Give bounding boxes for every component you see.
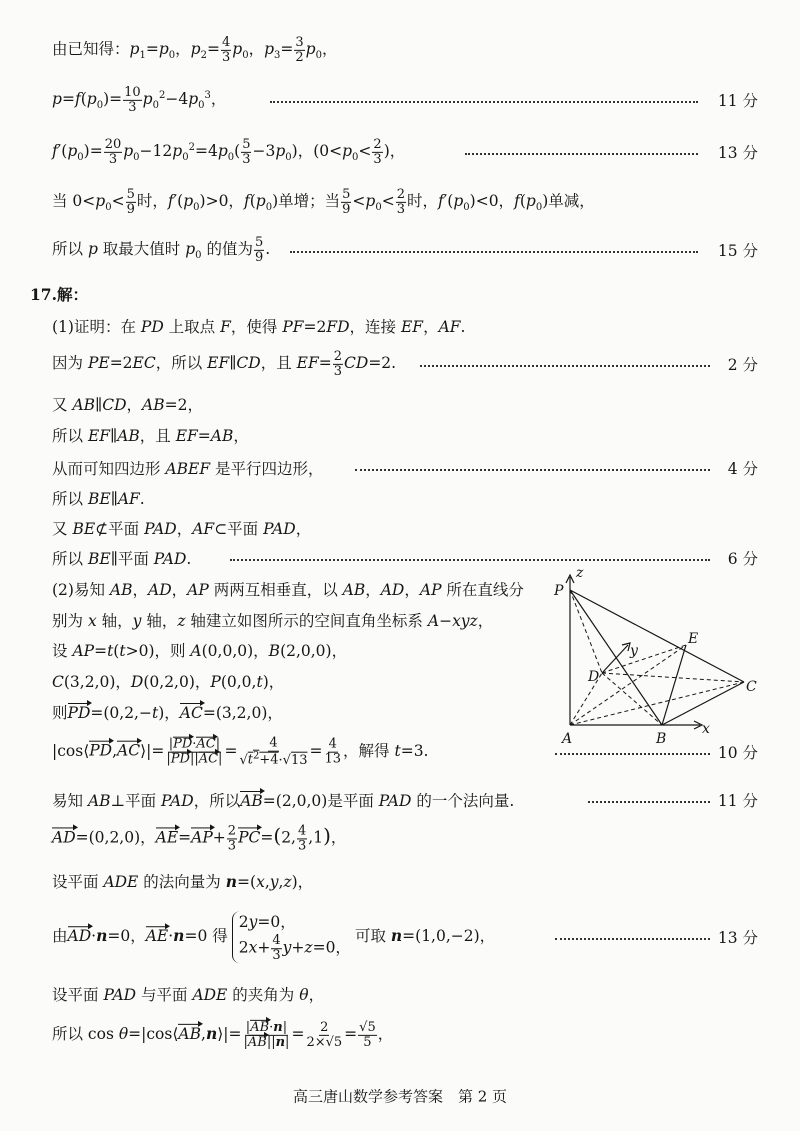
- score-label: 11 分: [717, 792, 758, 810]
- line-text: 当 $0<p_0<$ $\frac{5}{9}$ 时，$f'(p_0)>0$，$f(p_0)$单增；当 $\frac{5}{9}$ $<p_0<$ $\frac{2}{3}$ 时，$f'(p_0)<0$，$f(p_0)$单减，: [52, 186, 595, 217]
- dot-leader: [270, 101, 698, 103]
- line-text: 易知 AB⊥平面 PAD，所以AB=(2,0,0)是平面 PAD 的一个法向量.: [52, 792, 515, 810]
- score-label: 11 分: [717, 92, 758, 110]
- label-B: B: [656, 731, 667, 747]
- line-text: |cos⟨PD,AC⟩|= $\frac{|PD\cdot AC|}{|PD||AC|}$ = $\frac{4}{√t^2+4\cdot√13}$ = $\frac{4}{13}$ ，解得 t=3.: [52, 735, 429, 768]
- question-number: 17.解：: [30, 285, 88, 304]
- edge-BC: [662, 682, 744, 725]
- line-text: 设平面 PAD 与平面 ADE 的夹角为 θ，: [52, 986, 325, 1004]
- edge-AE: [570, 645, 686, 725]
- score-label: 13 分: [717, 929, 758, 947]
- label-E: E: [688, 631, 699, 647]
- score-label: 10 分: [717, 744, 758, 762]
- label-y: y: [630, 643, 638, 659]
- score-label: 6 分: [727, 550, 758, 568]
- dot-leader: [290, 251, 698, 253]
- label-z: z: [576, 565, 584, 581]
- score-label: 4 分: [727, 460, 758, 478]
- line-text: 从而可知四边形 ABEF 是平行四边形，: [52, 460, 324, 478]
- edge-DC: [602, 673, 744, 682]
- page-footer: 高三唐山数学参考答案 第 2 页: [292, 1087, 508, 1106]
- line-text: 设平面 ADE 的法向量为 n=(x,y,z)，: [52, 872, 314, 891]
- line-text: $f'(p_0)=$ $\frac{20}{3}$ $p_0-12p_0^2=4p_0$( $\frac{5}{3}$ $-3p_0$)，($0<p_0<$ $\frac{2}{3}$ )，: [52, 136, 406, 167]
- score-label: 13 分: [717, 144, 758, 162]
- dot-leader: [588, 801, 710, 803]
- geometry-figure: [552, 565, 792, 755]
- label-A: A: [562, 731, 573, 747]
- label-D: D: [588, 669, 600, 685]
- dot-leader: [465, 153, 698, 155]
- line-text: 所以 EF∥AB，且 EF=AB，: [52, 427, 249, 445]
- dot-leader: [355, 469, 710, 471]
- line-text: 由已知得：$p_1=p_0$，$p_2=$ $\frac{4}{3}$ $p_0$，$p_3=$ $\frac{3}{2}$ $p_0$，: [52, 34, 338, 65]
- dot-leader: [230, 559, 710, 561]
- line-text: 由AD·n=0，AE·n=0 得 2y=0， 2x+ $\frac{4}{3}$ y+z=0， 可取 n=(1,0,−2)，: [52, 913, 496, 964]
- score-label: 15 分: [717, 242, 758, 260]
- line-text: 设 AP=t(t>0)，则 A(0,0,0)，B(2,0,0)，: [52, 642, 348, 660]
- line-text: 所以 cos θ=|cos⟨AB,n⟩|= $\frac{|AB\cdot n|}{|AB||n|}$ = $\frac{2}{2\times√5}$ = $\frac{√5}{5}$ ，: [52, 1019, 394, 1050]
- line-text: 别为 x 轴，y 轴，z 轴建立如图所示的空间直角坐标系 A−xyz，: [52, 612, 494, 630]
- line-text: 所以 BE∥平面 PAD.: [52, 550, 192, 568]
- label-x: x: [702, 721, 710, 737]
- line-text: $p=f(p_0)=$ $\frac{10}{3}$ $p_0^2-4p_0^3$，: [52, 84, 227, 115]
- line-text: 所以 BE∥AF.: [52, 490, 145, 508]
- line-text: 所以 p 取最大值时 $p_0$ 的值为 $\frac{5}{9}$ .: [52, 234, 271, 265]
- line-text: AD=(0,2,0)，AE=AP+ $\frac{2}{3}$ PC=(2, $\frac{4}{3}$ ,1)，: [52, 823, 347, 853]
- edge-BE: [662, 645, 686, 725]
- label-C: C: [746, 679, 757, 695]
- line-text: (2)易知 AB，AD，AP 两两互相垂直，以 AB，AD，AP 所在直线分: [52, 581, 524, 599]
- score-label: 2 分: [727, 356, 758, 374]
- line-text: 又 BE⊄平面 PAD，AF⊂平面 PAD，: [52, 520, 312, 538]
- line-text: 因为 PE=2EC，所以 EF∥CD，且 EF= $\frac{2}{3}$ CD=2.: [52, 348, 397, 379]
- line-text: 又 AB∥CD，AB=2，: [52, 396, 203, 414]
- line-text: (1)证明：在 PD 上取点 F，使得 PF=2FD，连接 EF，AF.: [52, 318, 466, 336]
- dot-leader: [555, 938, 710, 940]
- edge-PD: [570, 590, 602, 673]
- dot-leader: [420, 365, 710, 367]
- label-P: P: [554, 583, 564, 599]
- line-text: C(3,2,0)，D(0,2,0)，P(0,0,t)，: [52, 673, 285, 691]
- line-text: 则PD=(0,2,−t)，AC=(3,2,0)，: [52, 704, 283, 722]
